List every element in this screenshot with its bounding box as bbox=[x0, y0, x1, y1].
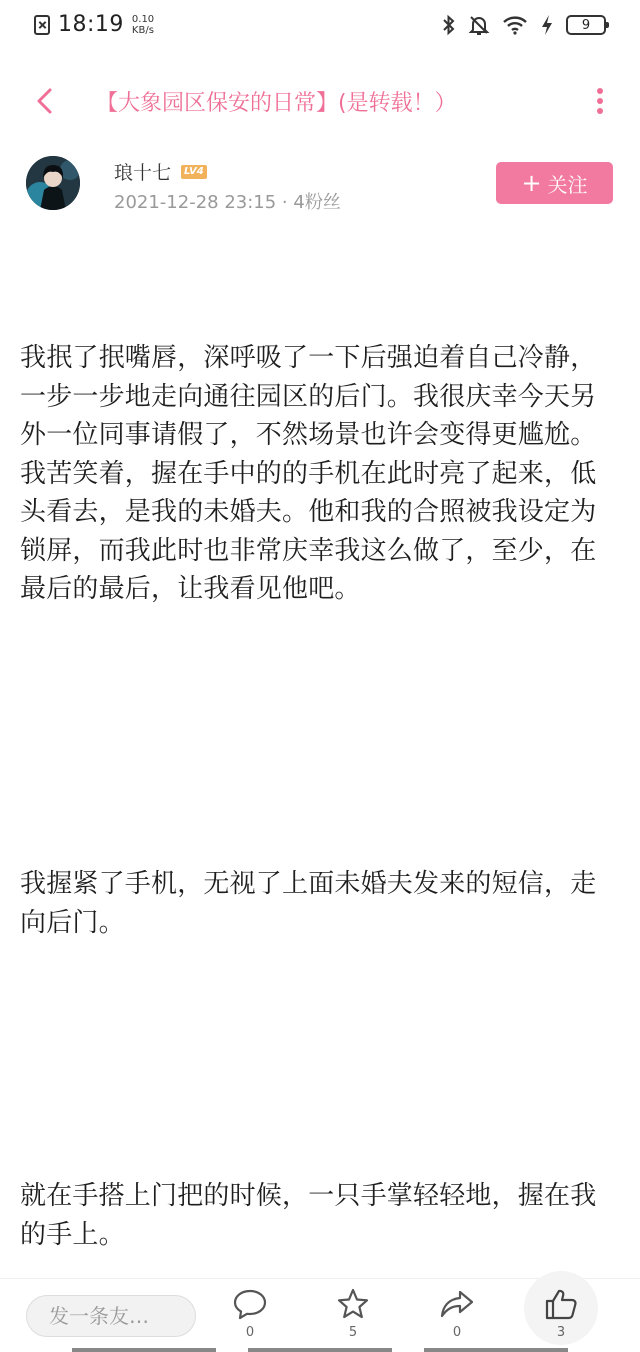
bottom-action-bar bbox=[0, 1278, 640, 1352]
avatar[interactable] bbox=[26, 156, 80, 210]
more-vertical-icon bbox=[588, 84, 612, 118]
author-name[interactable]: 琅十七 bbox=[114, 162, 172, 184]
chevron-left-icon bbox=[28, 84, 62, 118]
nav-indicator bbox=[72, 1348, 216, 1352]
favorite-button[interactable] bbox=[323, 1287, 383, 1340]
battery-icon bbox=[566, 15, 606, 35]
author-row bbox=[0, 150, 640, 220]
author-name-line bbox=[114, 158, 207, 185]
shares-count: 0 bbox=[452, 1325, 462, 1340]
bluetooth-icon bbox=[442, 14, 456, 36]
star-icon bbox=[335, 1287, 371, 1321]
bell-muted-icon bbox=[468, 14, 490, 36]
no-sim-icon bbox=[34, 15, 50, 35]
comment-button[interactable] bbox=[220, 1287, 280, 1340]
article-paragraph: 就在手搭上门把的时候，一只手掌轻轻地，握在我的手上。 bbox=[20, 1181, 597, 1250]
avatar-image bbox=[26, 156, 80, 210]
network-speed-unit: KB/s bbox=[131, 24, 154, 36]
thumbs-up-icon bbox=[543, 1287, 579, 1321]
comment-icon bbox=[232, 1287, 268, 1321]
status-left bbox=[34, 12, 154, 37]
likes-count: 3 bbox=[556, 1325, 566, 1340]
share-button[interactable] bbox=[427, 1287, 487, 1340]
more-options-button[interactable] bbox=[588, 84, 612, 118]
status-right bbox=[442, 14, 606, 36]
post-meta: 2021-12-28 23:15 · 4粉丝 bbox=[114, 192, 341, 213]
post-title: 【大象园区保安的日常】(是转载！） bbox=[96, 91, 457, 116]
favorites-count: 5 bbox=[348, 1325, 358, 1340]
back-button[interactable] bbox=[28, 84, 62, 118]
level-badge: LV4 bbox=[181, 165, 207, 179]
wifi-icon bbox=[502, 15, 528, 35]
follow-button[interactable] bbox=[496, 162, 613, 204]
comment-input[interactable]: 发一条友… bbox=[26, 1295, 196, 1337]
share-icon bbox=[439, 1287, 475, 1321]
nav-indicator bbox=[248, 1348, 392, 1352]
network-speed-value: 0.10 bbox=[131, 13, 155, 25]
network-speed bbox=[132, 14, 154, 36]
article-paragraph: 我抿了抿嘴唇，深呼吸了一下后强迫着自己冷静，一步一步地走向通往园区的后门。我很庆幸今天另外一位同事请假了，不然场景也许会变得更尴尬。我苦笑着，握在手中的的手机在此时亮了起来，低头看去，是我的未婚夫。他和我的合照被我设定为锁屏，而我此时也非常庆幸我这么做了，至少，在最后的最后，让我看见他吧。 bbox=[20, 343, 597, 604]
like-button[interactable] bbox=[531, 1287, 591, 1340]
nav-indicator bbox=[424, 1348, 568, 1352]
comments-count: 0 bbox=[245, 1325, 255, 1340]
charging-icon bbox=[540, 14, 554, 36]
article-paragraph: 我握紧了手机，无视了上面未婚夫发来的短信，走向后门。 bbox=[20, 869, 597, 938]
top-nav bbox=[0, 70, 640, 134]
status-bar bbox=[0, 0, 640, 52]
plus-icon: + bbox=[521, 169, 542, 197]
status-time: 18:19 bbox=[58, 12, 124, 37]
battery-level: 9 bbox=[581, 17, 591, 33]
follow-label: 关注 bbox=[547, 172, 588, 197]
